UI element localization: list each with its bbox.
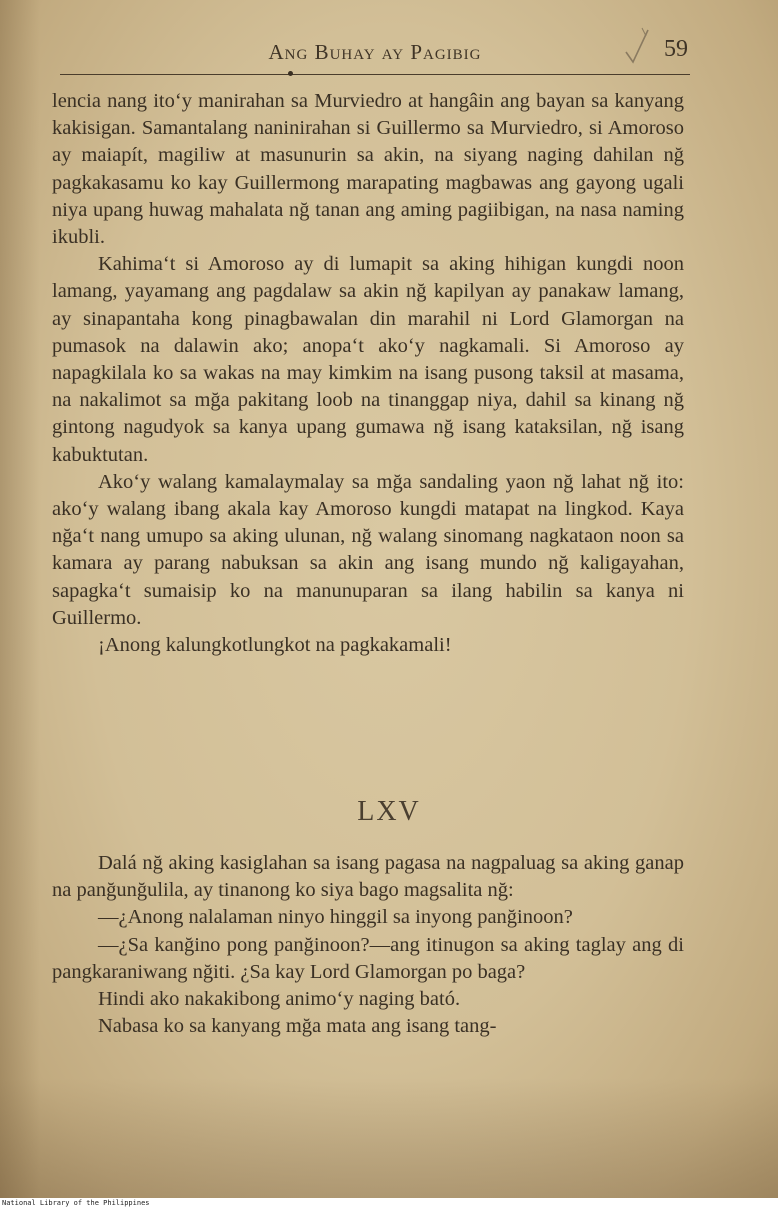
paragraph: Nabasa ko sa kanyang mğa mata ang isang tang- [98, 1015, 497, 1038]
chapter-text-block [52, 850, 684, 1040]
dialogue-line: —¿Sa kanğino pong panğinoon?—ang itinugon sa aking taglay ang di pangkaraniwang nğiti. ¿Sa kay Lord Glamorgan po baga? [52, 933, 684, 983]
dialogue-line: —¿Anong nalalaman ninyo hinggil sa inyong panğinoon? [98, 906, 573, 929]
header-rule-ornament [288, 71, 293, 76]
paragraph: Dalá nğ aking kasiglahan sa isang pagasa na nagpaluag sa aking ganap na panğunğulila, ay tinanong ko siya bago magsalita nğ: [52, 852, 684, 902]
paragraph: Hindi ako nakakibong animo‘y naging bató. [98, 988, 461, 1011]
page-number: 59 [664, 36, 688, 62]
page-bottom-stain [0, 1078, 778, 1198]
paragraph: Ako‘y walang kamalaymalay sa mğa sandaling yaon nğ lahat nğ ito: ako‘y walang ibang akala kay Amoroso kungdi matapat na lingkod. Kaya nğa‘t nang umupo sa aking ulunan, nğ walang sinomang nagkataon noon sa kamara ay parang nabuksan sa akin ang isang mundo nğ kaligayahan, sapagka‘t sumaisip ko na manunuparan sa ilang habilin sa kanya ni Guillermo. [52, 470, 684, 629]
paragraph: Kahima‘t si Amoroso ay di lumapit sa aking hihigan kungdi noon lamang, yayamang ang pagdalaw sa akin nğ kapilyan ay panakaw lamang, ay sinapantaha kong pinagbawalan din marahil ni Lord Glamorgan na pumasok na dalawin ako; anopa‘t ako‘y nagkamali. Si Amoroso ay napagkilala ko sa wakas na may kimkim na isang pusong taksil at masama, na nakalimot sa mğa pakitang loob na tinanggap niya, dahil sa kinang nğ gintong nagudyok sa kanya upang gumawa nğ isang kataksilan, nğ isang kabuktutan. [52, 253, 684, 466]
page-header [60, 36, 690, 76]
header-rule [60, 74, 690, 75]
pencil-check-mark-icon [622, 26, 652, 66]
paragraph-continued: lencia nang ito‘y manirahan sa Murviedro at hangâin ang bayan sa kanyang kakisigan. Samantalang naninirahan si Guillermo sa Murviedro, si Amoroso ay maiapít, magiliw at masunurin sa akin, na siyang naging dahilan nğ pagkakasamu ko kay Guillermong marapating magbawas ang gayong ugali niya upang huwag mahalata nğ tanan ang aming pagiibigan, na nasa naming ikubli. [52, 90, 684, 249]
main-text-block [52, 88, 684, 659]
running-title: Ang Buhay ay Pagibig [268, 40, 482, 64]
page-edge-stain [0, 0, 40, 1198]
chapter-heading: LXV [357, 796, 421, 827]
scan-credit: National Library of the Philippines [2, 1199, 150, 1207]
paragraph: ¡Anong kalungkotlungkot na pagkakamali! [98, 634, 452, 657]
